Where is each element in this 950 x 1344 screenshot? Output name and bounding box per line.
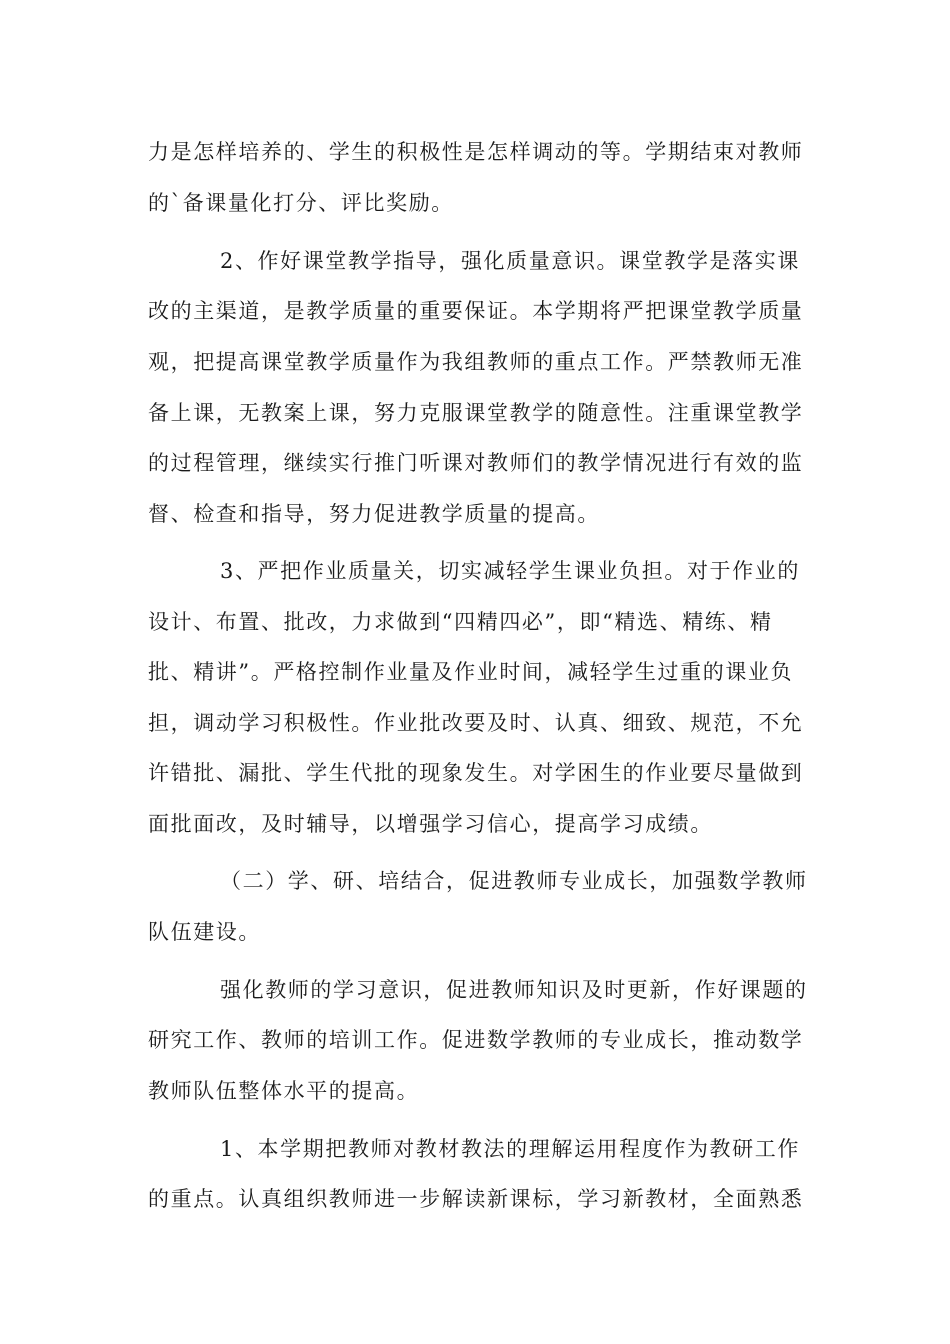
text-line: 设计、布置、批改，力求做到“四精四必”，即“精选、精练、精: [148, 610, 773, 634]
text-line: 3、严把作业质量关，切实减轻学生课业负担。对于作业的: [220, 559, 800, 583]
text-line: 的重点。认真组织教师进一步解读新课标，学习新教材，全面熟悉: [148, 1187, 804, 1211]
text-line: 观，把提高课堂教学质量作为我组教师的重点工作。严禁教师无准: [148, 350, 804, 374]
text-line: 面批面改，及时辅导，以增强学习信心，提高学习成绩。: [148, 812, 713, 836]
section-heading: （二）学、研、培结合，促进教师专业成长，加强数学教师: [220, 869, 808, 893]
section-heading: 队伍建设。: [148, 920, 261, 944]
text-line: 强化教师的学习意识，促进教师知识及时更新，作好课题的: [220, 978, 808, 1002]
text-line: 2、作好课堂教学指导，强化质量意识。课堂教学是落实课: [220, 249, 800, 273]
text-line: 批、精讲”。严格控制作业量及作业时间，减轻学生过重的课业负: [148, 660, 794, 684]
text-line: 改的主渠道，是教学质量的重要保证。本学期将严把课堂教学质量: [148, 299, 804, 323]
text-line: 许错批、漏批、学生代批的现象发生。对学困生的作业要尽量做到: [148, 761, 804, 785]
text-line: 教师队伍整体水平的提高。: [148, 1079, 420, 1103]
text-line: 1、本学期把教师对教材教法的理解运用程度作为教研工作: [220, 1137, 800, 1161]
text-line: 的过程管理，继续实行推门听课对教师们的教学情况进行有效的监: [148, 451, 804, 475]
text-line: 督、检查和指导，努力促进教学质量的提高。: [148, 502, 600, 526]
text-line: 备上课，无教案上课，努力克服课堂教学的随意性。注重课堂教学: [148, 401, 804, 425]
text-line: 力是怎样培养的、学生的积极性是怎样调动的等。学期结束对教师: [148, 140, 804, 164]
text-line: 研究工作、教师的培训工作。促进数学教师的专业成长，推动数学: [148, 1028, 804, 1052]
text-line: 的`备课量化打分、评比奖励。: [148, 191, 454, 215]
text-line: 担，调动学习积极性。作业批改要及时、认真、细致、规范，不允: [148, 711, 804, 735]
